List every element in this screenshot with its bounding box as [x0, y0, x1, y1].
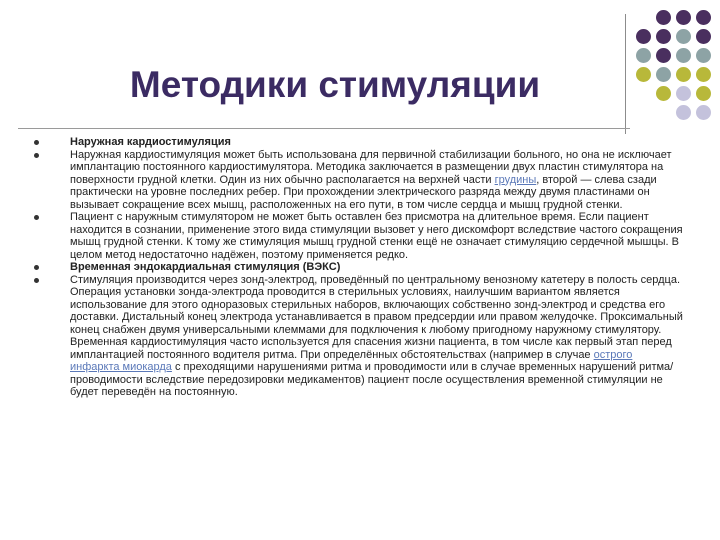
- decorative-dot-lavender: [696, 105, 711, 120]
- decorative-dot-white: [636, 10, 651, 25]
- external-pacing-heading: Наружная кардиостимуляция: [70, 136, 231, 148]
- sternum-link[interactable]: грудины: [494, 173, 537, 186]
- external-pacing-text-part1: Наружная кардиостимуляция может быть использована для первичной стабилизации больного, но она не исключает имплантацию постоянного кардиостимулятора. Методика заключается в размещении двух пластин стимулятора на поверхности грудной клетки. Один из них обычно располагается на верхней части: [70, 148, 672, 186]
- external-pacing-text-part2: , второй — слева сзади практически на уровне последних ребер. При прохождении электрического разряда между двумя пластинами он вызывает сокращение всех мышц, расположенных на его пути, в том числе сердца и мышц грудной стенки.: [70, 173, 657, 211]
- list-item-external-pacing-heading: [34, 136, 684, 149]
- slide-title: Методики стимуляции: [129, 64, 541, 105]
- decorative-dot-gray: [676, 48, 691, 63]
- external-pacing-limitations-text: Пациент с наружным стимулятором не может быть оставлен без присмотра на длительное время. Если пациент находится в сознании, применение этого вида стимуляции вызовет у него дискомфорт вследствие частого сокращения мышц грудной стенки. К тому же стимуляция мышц грудной стенки ещё не означает стимуляцию сердечной мышцы. В целом метод недостаточно надёжен, поэтому применяется редко.: [70, 211, 683, 261]
- list-item-external-pacing-limitations: [34, 211, 684, 261]
- decorative-dot-purple: [676, 10, 691, 25]
- decorative-dot-olive: [676, 67, 691, 82]
- bullet-icon: [34, 140, 39, 145]
- decorative-dot-lavender: [676, 86, 691, 101]
- list-item-temporary-endocardial-heading: [34, 261, 684, 274]
- bullet-icon: [34, 215, 39, 220]
- list-item-external-pacing-description: [34, 149, 684, 212]
- decorative-horizontal-line: [18, 128, 630, 129]
- list-item-temporary-endocardial-description: [34, 274, 684, 399]
- decorative-dot-purple: [636, 29, 651, 44]
- temporary-endocardial-text-part2: с преходящими нарушениями ритма и проводимости или в случае временных нарушений ритма/проводимости вследствие передозировки медикаментов) пациент после осуществления временной стимуляции не будет переведён на постоянную.: [70, 361, 674, 398]
- bullet-icon: [34, 278, 39, 283]
- decorative-dot-purple: [696, 10, 711, 25]
- decorative-dot-olive: [696, 67, 711, 82]
- decorative-dot-gray: [696, 48, 711, 63]
- slide-content-list: [34, 136, 684, 399]
- myocardial-infarction-link[interactable]: острого инфаркта миокарда: [70, 348, 633, 373]
- decorative-dot-purple: [656, 10, 671, 25]
- bullet-icon: [34, 265, 39, 270]
- temporary-endocardial-heading: Временная эндокардиальная стимуляция (ВЭКС): [70, 261, 341, 273]
- decorative-dot-purple: [656, 29, 671, 44]
- decorative-dot-purple: [696, 29, 711, 44]
- decorative-dot-gray: [676, 29, 691, 44]
- bullet-icon: [34, 153, 39, 158]
- temporary-endocardial-text-part1: Стимуляция производится через зонд-электрод, проведённый по центральному венозному катетеру в полость сердца. Операция установки зонда-электрода проводится в стерильных условиях, наилучшим вариантом является использование для этого одноразовых стерильных наборов, включающих собственно зонд-электрод и средства его доставки. Дистальный конец электрода устанавливается в правом предсердии или правом желудочке. Проксимальный конец снабжен двумя универсальными клеммами для подключения к любому пригодному наружному стимулятору. Временная кардиостимуляция часто используется для спасения жизни пациента, в том числе как первый этап перед имплантацией постоянного водителя ритма. При определённых обстоятельствах (например в случае: [70, 273, 683, 361]
- decorative-dot-lavender: [676, 105, 691, 120]
- decorative-dot-olive: [696, 86, 711, 101]
